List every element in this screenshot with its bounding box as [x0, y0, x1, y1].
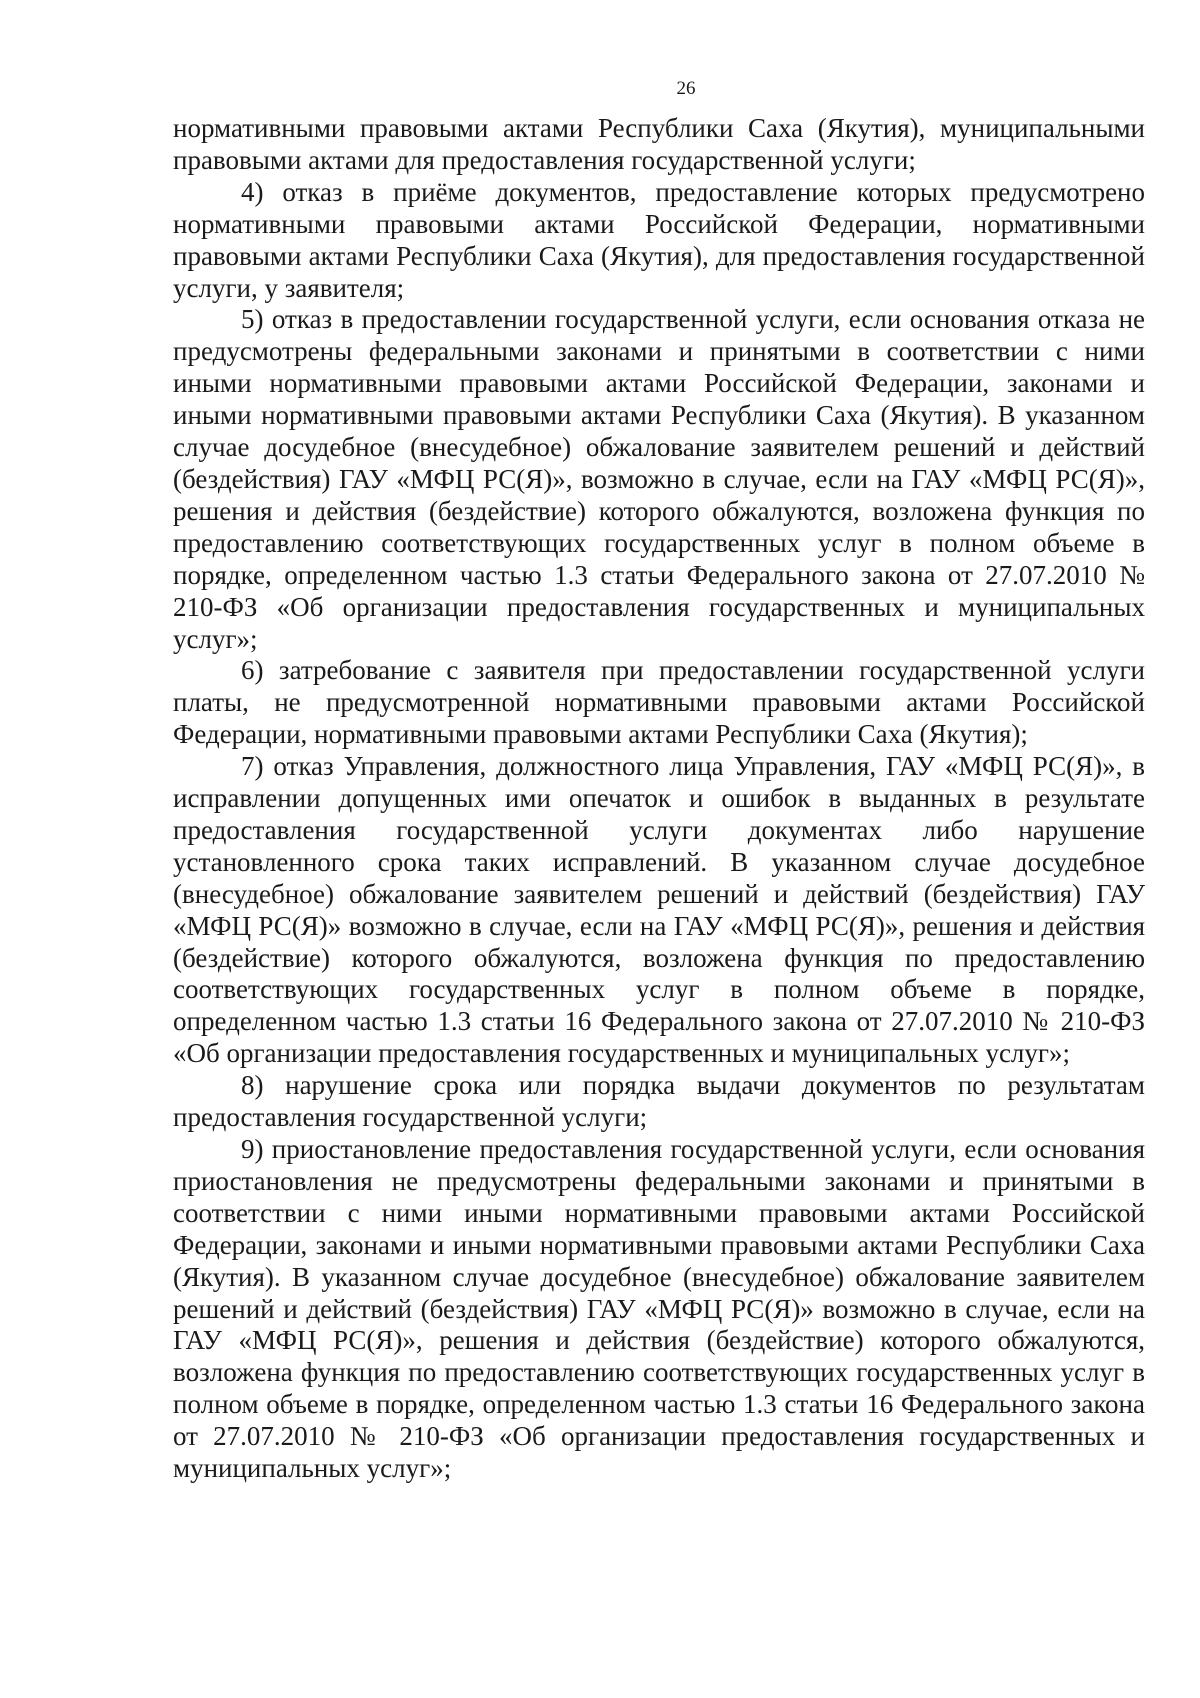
paragraph-continuation: нормативными правовыми актами Республики Саха (Якутия), муниципальными правовыми актами для предоставления государственной услуги; [173, 113, 1145, 175]
paragraph-item-9: 9) приостановление предоставления государственной услуги, если основания приостановления не предусмотрены федеральными законами и принятыми в соответствии с ними иными нормативными правовыми актами Российской Федерации, законами и иными нормативными правовыми актами Республики Саха (Якутия). В указанном случае досудебное (внесудебное) обжалование заявителем решений и действий (бездействия) ГАУ «МФЦ РС(Я)» возможно в случае, если на ГАУ «МФЦ РС(Я)», решения и действия (бездействие) которого обжалуются, возложена функция по предоставлению соответствующих государственных услуг в полном объеме в порядке, определенном частью 1.3 статьи 16 Федерального закона от 27.07.2010 № 210-ФЗ «Об организации предоставления государственных и муниципальных услуг»; [173, 1134, 1145, 1484]
document-body [173, 113, 1145, 1485]
paragraph-item-8: 8) нарушение срока или порядка выдачи документов по результатам предоставления государственной услуги; [173, 1070, 1145, 1133]
page-number: 26 [676, 78, 696, 99]
paragraph-item-5: 5) отказ в предоставлении государственной услуги, если основания отказа не предусмотрены федеральными законами и принятыми в соответствии с ними иными нормативными правовыми актами Российской Федерации, законами и иными нормативными правовыми актами Республики Саха (Якутия). В указанном случае досудебное (внесудебное) обжалование заявителем решений и действий (бездействия) ГАУ «МФЦ РС(Я)», возможно в случае, если на ГАУ «МФЦ РС(Я)», решения и действия (бездействие) которого обжалуются, возложена функция по предоставлению соответствующих государственных услуг в полном объеме в порядке, определенном частью 1.3 статьи Федерального закона от 27.07.2010 № 210-ФЗ «Об организации предоставления государственных и муниципальных услуг»; [173, 304, 1145, 654]
paragraph-item-7: 7) отказ Управления, должностного лица Управления, ГАУ «МФЦ РС(Я)», в исправлении допущенных ими опечаток и ошибок в выданных в результате предоставления государственной услуги документах либо нарушение установленного срока таких исправлений. В указанном случае досудебное (внесудебное) обжалование заявителем решений и действий (бездействия) ГАУ «МФЦ РС(Я)» возможно в случае, если на ГАУ «МФЦ РС(Я)», решения и действия (бездействие) которого обжалуются, возложена функция по предоставлению соответствующих государственных услуг в полном объеме в порядке, определенном частью 1.3 статьи 16 Федерального закона от 27.07.2010 № 210-ФЗ «Об организации предоставления государственных и муниципальных услуг»; [173, 751, 1145, 1069]
paragraph-item-4: 4) отказ в приёме документов, предоставление которых предусмотрено нормативными правовыми актами Российской Федерации, нормативными правовыми актами Республики Саха (Якутия), для предоставления государственной услуги, у заявителя; [173, 176, 1145, 303]
paragraph-item-6: 6) затребование с заявителя при предоставлении государственной услуги платы, не предусмотренной нормативными правовыми актами Российской Федерации, нормативными правовыми актами Республики Саха (Якутия); [173, 655, 1145, 750]
